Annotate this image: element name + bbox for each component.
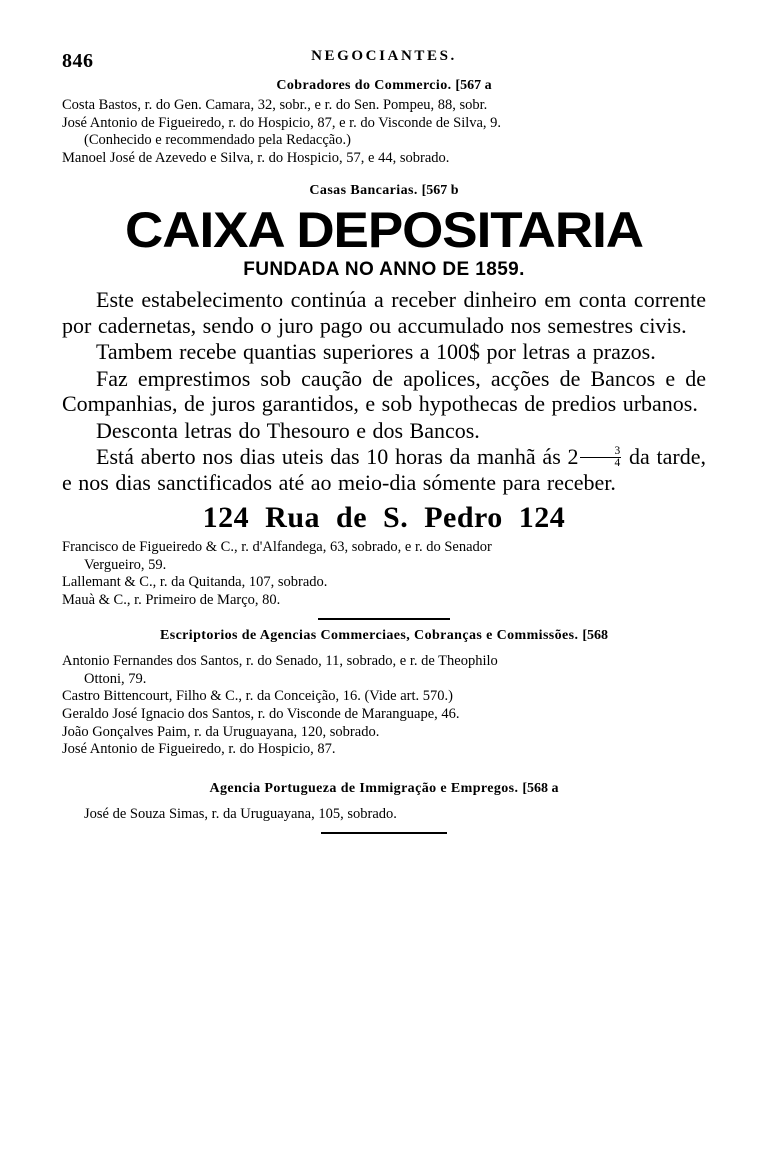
entry-text: José Antonio de Figueiredo, r. do Hospicio, 87. [62,741,336,758]
page-header [62,48,706,74]
entry-text: José de Souza Simas, r. da Uruguayana, 105, sobrado. [84,805,397,822]
list-item [62,688,706,706]
list-item [62,97,706,115]
advertisement-caixa-depositaria [62,202,706,535]
entry-list-escriptorios [62,653,706,758]
section-heading-casas-bancarias [62,183,706,199]
advertisement-paragraph: Este estabelecimento continúa a receber dinheiro em conta corrente por cadernetas, sendo o juro pago ou accumulado nos semestres civis. [62,287,706,338]
entry-list-agencia-portugueza [62,806,706,824]
fraction-numerator: 3 [580,446,622,458]
entry-text: Francisco de Figueiredo & C., r. d'Alfandega, 63, sobrado, e r. do Senador [62,539,492,556]
fraction-three-quarters [580,446,622,470]
entry-text: João Gonçalves Paim, r. da Uruguayana, 120, sobrado. [62,723,380,740]
advertisement-subtitle: FUNDADA NO ANNO DE 1859. [243,259,525,281]
advertisement-title: CAIXA DEPOSITARIA [125,202,643,259]
section-heading-text: Casas Bancarias. [309,183,418,199]
list-item [62,539,706,574]
section-heading-escriptorios [62,628,706,644]
page-footer-rule [321,832,447,834]
entry-text: Mauà & C., r. Primeiro de Março, 80. [62,591,281,608]
entry-continuation: Vergueiro, 59. [84,556,167,573]
list-item [62,115,706,150]
section-heading-text: Agencia Portugueza de Immigração e Empregos. [209,780,519,796]
entry-continuation: (Conhecido e recommendado pela Redacção.) [84,132,351,149]
advertisement-address: 124 Rua de S. Pedro 124 [202,501,566,535]
spacer [62,759,706,777]
advertisement-paragraph: Desconta letras do Thesouro e dos Bancos. [96,417,480,443]
entry-text: Castro Bittencourt, Filho & C., r. da Conceição, 16. (Vide art. 570.) [62,688,453,705]
advertisement-paragraph: Faz emprestimos sob caução de apolices, acções de Bancos e de Companhias, de juros garantidos, e sob hypothecas de predios urbanos. [62,365,706,417]
list-item [62,724,706,742]
advertisement-hours [62,444,706,495]
fraction-denominator: 4 [614,457,621,470]
section-reference: [568 a [522,780,559,796]
section-heading-agencia-portugueza [62,781,706,797]
list-item [62,574,706,592]
running-head: NEGOCIANTES. [311,48,457,64]
section-heading-cobradores [62,78,706,94]
list-item [62,706,706,724]
hours-after: da tarde, e nos dias sanctificados até ao meio-dia sómente para receber. [62,444,706,495]
entry-text: Manoel José de Azevedo e Silva, r. do Hospicio, 57, e 44, sobrado. [62,149,450,166]
list-item [62,806,706,824]
section-heading-text: Cobradores do Commercio. [276,78,452,93]
list-item [62,592,706,610]
spacer [62,167,706,179]
section-reference: [567 a [455,78,492,93]
entry-text: Geraldo José Ignacio dos Santos, r. do Visconde de Maranguape, 46. [62,705,460,722]
entry-list-cobradores [62,97,706,167]
list-item [62,653,706,688]
entry-text: Costa Bastos, r. do Gen. Camara, 32, sobr., e r. do Sen. Pompeu, 88, sobr. [62,97,488,113]
section-reference: [567 b [421,183,459,199]
section-heading-text: Escriptorios de Agencias Commerciaes, Cobranças e Commissões. [159,628,579,644]
folio-number: 846 [62,50,94,72]
list-item [62,741,706,759]
section-divider-rule [318,618,450,620]
list-item [62,150,706,168]
hours-before: Está aberto nos dias uteis das 10 horas da manhã ás 2 [96,444,579,470]
entry-text: José Antonio de Figueiredo, r. do Hospicio, 87, e r. do Visconde de Silva, 9. [62,114,502,131]
section-reference: [568 [582,628,608,644]
advertisement-paragraph: Tambem recebe quantias superiores a 100$ por letras a prazos. [96,339,656,365]
entry-text: Lallemant & C., r. da Quitanda, 107, sobrado. [62,574,328,591]
entry-continuation: Ottoni, 79. [84,670,147,687]
entry-list-casas-bancarias [62,539,706,609]
entry-text: Antonio Fernandes dos Santos, r. do Senado, 11, sobrado, e r. de Theophilo [62,653,498,670]
